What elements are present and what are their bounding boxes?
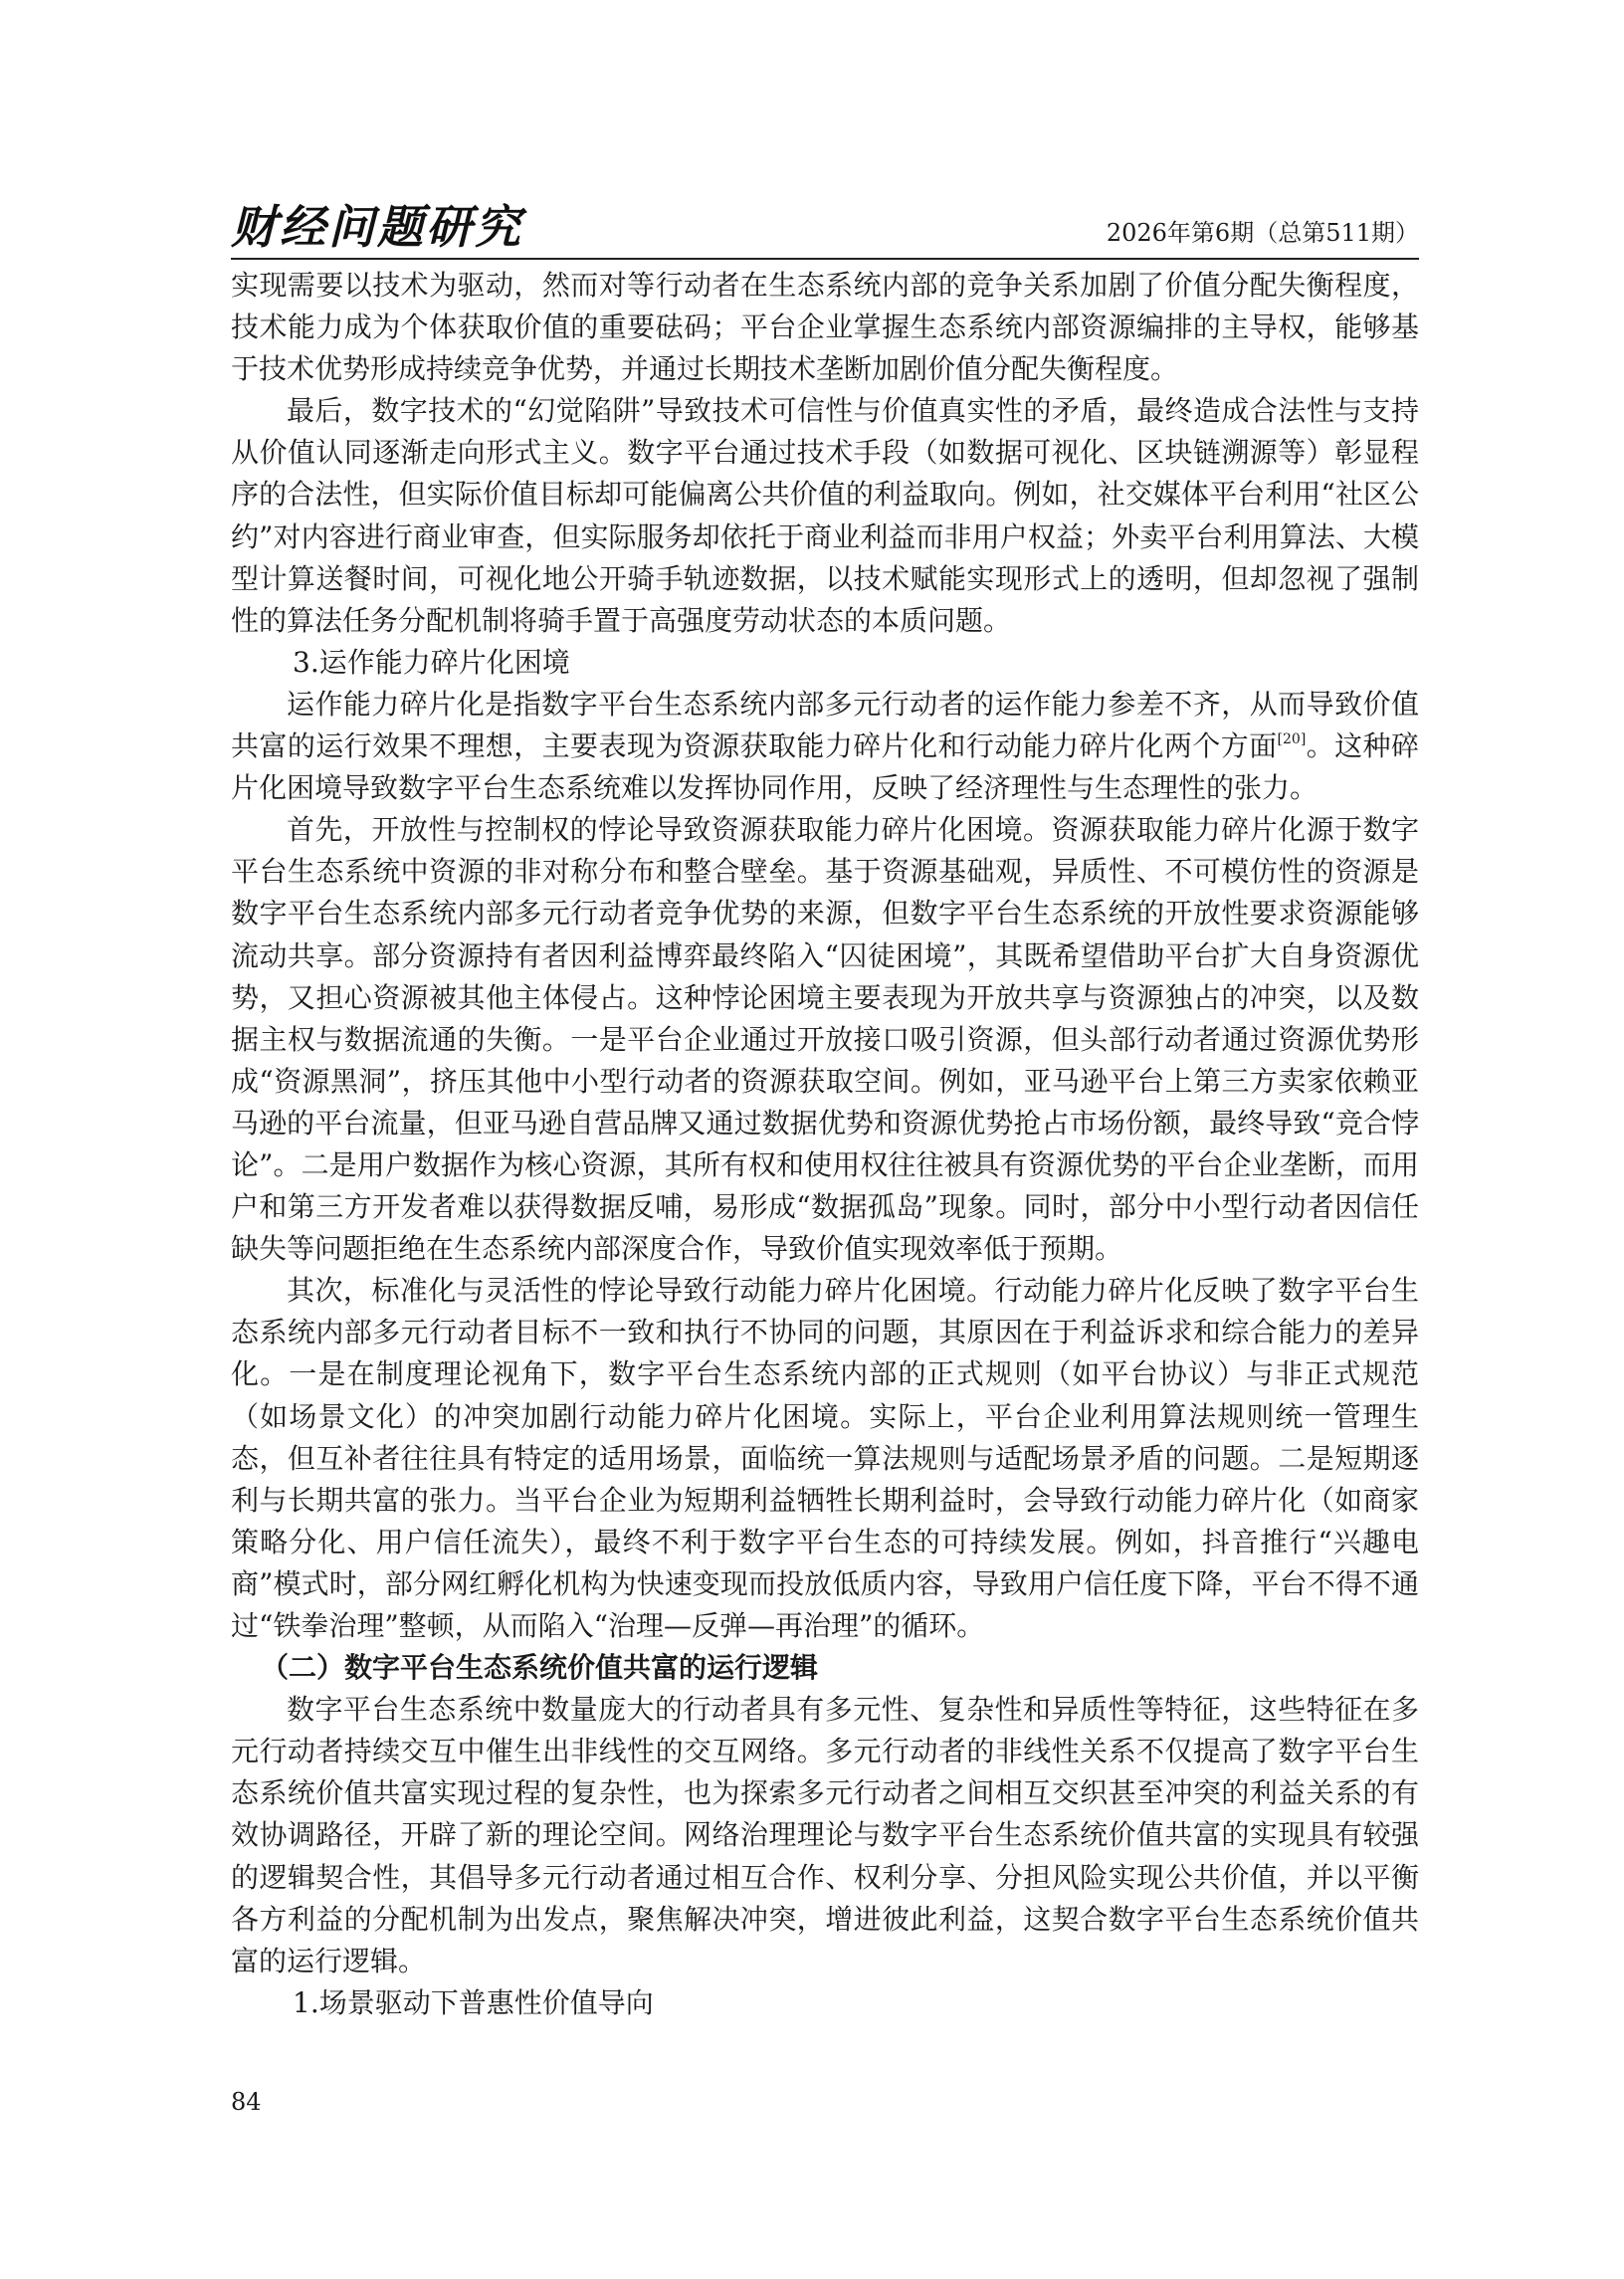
paragraph-illusion-trap: 最后，数字技术的“幻觉陷阱”导致技术可信性与价值真实性的矛盾，最终造成合法性与支持从价值认同逐渐走向形式主义。数字平台通过技术手段（如数据可视化、区块链溯源等）彰显程序的合法性，但实际价值目标却可能偏离公共价值的利益取向。例如，社交媒体平台利用“社区公约”对内容进行商业审查，但实际服务却依托于商业利益而非用户权益；外卖平台利用算法、大模型计算送餐时间，可视化地公开骑手轨迹数据，以技术赋能实现形式上的透明，但却忽视了强制性的算法任务分配机制将骑手置于高强度劳动状态的本质问题。	[231, 394, 1419, 637]
header-divider	[231, 258, 1419, 260]
paragraph-resource-fragmentation: 首先，开放性与控制权的悖论导致资源获取能力碎片化困境。资源获取能力碎片化源于数字平台生态系统中资源的非对称分布和整合壁垒。基于资源基础观，异质性、不可模仿性的资源是数字平台生态系统内部多元行动者竞争优势的来源，但数字平台生态系统的开放性要求资源能够流动共享。部分资源持有者因利益博弈最终陷入“囚徒困境”，其既希望借助平台扩大自身资源优势，又担心资源被其他主体侵占。这种悖论困境主要表现为开放共享与资源独占的冲突，以及数据主权与数据流通的失衡。一是平台企业通过开放接口吸引资源，但头部行动者通过资源优势形成“资源黑洞”，挤压其他中小型行动者的资源获取空间。例如，亚马逊平台上第三方卖家依赖亚马逊的平台流量，但亚马逊自营品牌又通过数据优势和资源优势抢占市场份额，最终导致“竞合悖论”。二是用户数据作为核心资源，其所有权和使用权往往被具有资源优势的平台企业垄断，而用户和第三方开发者难以获得数据反哺，易形成“数据孤岛”现象。同时，部分中小型行动者因信任缺失等问题拒绝在生态系统内部深度合作，导致价值实现效率低于预期。	[231, 813, 1419, 1266]
paragraph-operation-logic: 数字平台生态系统中数量庞大的行动者具有多元性、复杂性和异质性等特征，这些特征在多元行动者持续交互中催生出非线性的交互网络。多元行动者的非线性关系不仅提高了数字平台生态系统价值共富实现过程的复杂性，也为探索多元行动者之间相互交织甚至冲突的利益关系的有效协调路径，开辟了新的理论空间。网络治理理论与数字平台生态系统价值共富的实现具有较强的逻辑契合性，其倡导多元行动者通过相互合作、权利分享、分担风险实现公共价值，并以平衡各方利益的分配机制为出发点，聚焦解决冲突，增进彼此利益，这契合数字平台生态系统价值共富的运行逻辑。	[231, 1693, 1419, 1977]
article-body	[231, 265, 1419, 2024]
issue-number: 2026年第6期（总第511期）	[1106, 219, 1419, 247]
paragraph-text: 。这种碎片化困境导致数字平台生态系统难以发挥协同作用，反映了经济理性与生态理性的张力。	[231, 729, 1419, 805]
subheading-fragmentation: 3.运作能力碎片化困境	[293, 645, 570, 679]
paragraph-text: 运作能力碎片化是指数字平台生态系统内部多元行动者的运作能力参差不齐，从而导致价值共富的运行效果不理想，主要表现为资源获取能力碎片化和行动能力碎片化两个方面	[231, 687, 1419, 763]
running-header	[231, 199, 1419, 255]
paragraph-continuation: 实现需要以技术为驱动，然而对等行动者在生态系统内部的竞争关系加剧了价值分配失衡程度，技术能力成为个体获取价值的重要砝码；平台企业掌握生态系统内部资源编排的主导权，能够基于技术优势形成持续竞争优势，并通过长期技术垄断加剧价值分配失衡程度。	[231, 269, 1419, 386]
citation-ref: [20]	[1277, 731, 1307, 748]
page-number: 84	[231, 2088, 262, 2116]
paragraph-fragmentation-definition	[231, 684, 1419, 809]
paragraph-action-fragmentation: 其次，标准化与灵活性的悖论导致行动能力碎片化困境。行动能力碎片化反映了数字平台生态系统内部多元行动者目标不一致和执行不协同的问题，其原因在于利益诉求和综合能力的差异化。一是在制度理论视角下，数字平台生态系统内部的正式规则（如平台协议）与非正式规范（如场景文化）的冲突加剧行动能力碎片化困境。实际上，平台企业利用算法规则统一管理生态，但互补者往往具有特定的适用场景，面临统一算法规则与适配场景矛盾的问题。二是短期逐利与长期共富的张力。当平台企业为短期利益牺牲长期利益时，会导致行动能力碎片化（如商家策略分化、用户信任流失），最终不利于数字平台生态的可持续发展。例如，抖音推行“兴趣电商”模式时，部分网红孵化机构为快速变现而投放低质内容，导致用户信任度下降，平台不得不通过“铁拳治理”整顿，从而陷入“治理—反弹—再治理”的循环。	[231, 1274, 1419, 1642]
section-heading: （二）数字平台生态系统价值共富的运行逻辑	[261, 1651, 819, 1685]
journal-title: 财经问题研究	[231, 200, 523, 254]
subheading-scenario-driven: 1.场景驱动下普惠性价值导向	[293, 1985, 654, 2019]
